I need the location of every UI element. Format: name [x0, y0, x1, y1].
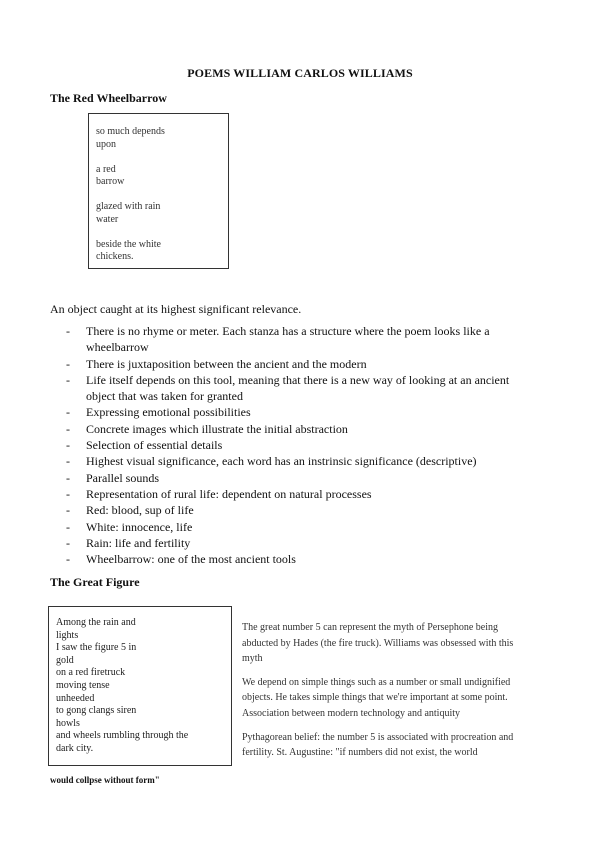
- list-item: [66, 356, 536, 372]
- bullet-dash: -: [66, 405, 70, 420]
- list-item: [66, 502, 536, 518]
- poem-line: chickens.: [96, 251, 134, 262]
- poem-box-great-figure: [48, 606, 232, 766]
- bullet-list: [66, 323, 536, 567]
- poem-stanza: [96, 164, 228, 189]
- bullet-dash: -: [66, 519, 70, 534]
- list-item: [66, 486, 536, 502]
- bullet-dash: -: [66, 372, 70, 387]
- bullet-dash: -: [66, 552, 70, 567]
- bullet-dash: -: [66, 324, 70, 338]
- bullet-text: Red: blood, sup of life: [86, 503, 194, 518]
- bullet-text: Life itself depends on this tool, meaning that there is a new way of looking at an ancient object that was taken for granted: [86, 372, 510, 404]
- bullet-dash: -: [66, 503, 70, 518]
- poem-line: a red: [96, 163, 116, 175]
- list-item: [66, 421, 536, 437]
- poem-stanza: [96, 201, 228, 226]
- list-item: [66, 519, 536, 535]
- bullet-text: Expressing emotional possibilities: [86, 405, 251, 420]
- poem-stanza: [96, 239, 228, 264]
- bullet-dash: -: [66, 535, 70, 550]
- poem-line: barrow: [96, 176, 125, 187]
- poem-line: howls: [56, 717, 80, 729]
- list-item: [66, 453, 536, 469]
- bullet-text: Rain: life and fertility: [86, 535, 191, 550]
- bullet-dash: -: [66, 486, 70, 501]
- continuation-text: would collpse without form": [50, 775, 160, 785]
- poem-stanza: [96, 126, 228, 151]
- poem-line: so much depends: [96, 126, 165, 137]
- list-item: [66, 323, 536, 356]
- bullet-dash: -: [66, 470, 70, 485]
- poem-line: Among the rain and: [56, 617, 136, 628]
- bullet-text: Representation of rural life: dependent on natural processes: [86, 486, 372, 501]
- list-item: [66, 372, 536, 405]
- poem-line: on a red firetruck: [56, 667, 126, 679]
- poem-line: gold: [56, 654, 74, 666]
- analysis-paragraph: Pythagorean belief: the number 5 is associated with procreation and fertility. St. Augustine: "if numbers did not exist, the world: [242, 731, 514, 759]
- poem-line: I saw the figure 5 in: [56, 642, 137, 654]
- bullet-text: Parallel sounds: [86, 470, 159, 485]
- bullet-text: White: innocence, life: [86, 519, 193, 534]
- poem-line: upon: [96, 138, 116, 150]
- bullet-text: Concrete images which illustrate the initial abstraction: [86, 421, 348, 436]
- poem-line: glazed with rain: [96, 201, 161, 212]
- poem-line: beside the white: [96, 238, 161, 250]
- bullet-dash: -: [66, 438, 70, 453]
- poem-line: to gong clangs siren: [56, 705, 137, 717]
- bullet-text: There is no rhyme or meter. Each stanza has a structure where the poem looks like a wheelbarrow: [86, 324, 490, 355]
- poem-line: water: [96, 213, 119, 225]
- poem-line: dark city.: [56, 742, 94, 754]
- analysis-column: [242, 620, 522, 769]
- poem-line: moving tense: [56, 679, 110, 691]
- bullet-text: Highest visual significance, each word has an instrinsic significance (descriptive): [86, 454, 477, 469]
- bullet-text: There is juxtaposition between the ancient and the modern: [86, 356, 367, 371]
- list-item: [66, 404, 536, 420]
- poem-line: unheeded: [56, 692, 95, 704]
- section-heading-great-figure: The Great Figure: [50, 575, 140, 589]
- bullet-dash: -: [66, 421, 70, 436]
- bullet-text: Selection of essential details: [86, 438, 223, 453]
- analysis-paragraph: The great number 5 can represent the myth of Persephone being abducted by Hades (the fire truck). Williams was obsessed with this myth: [242, 622, 514, 665]
- document-title: POEMS WILLIAM CARLOS WILLIAMS: [187, 66, 413, 80]
- bullet-text: Wheelbarrow: one of the most ancient tools: [86, 552, 296, 567]
- analysis-paragraph: We depend on simple things such as a number or small undignified objects. He takes simple things that we're important at some point. Association between modern technology and antiquity: [242, 676, 511, 719]
- section-heading-red-wheelbarrow: The Red Wheelbarrow: [50, 91, 167, 105]
- list-item: [66, 470, 536, 486]
- poem-box-red-wheelbarrow: [88, 113, 229, 269]
- bullet-dash: -: [66, 356, 70, 371]
- list-item: [66, 551, 536, 567]
- list-item: [66, 437, 536, 453]
- intro-text: An object caught at its highest significant relevance.: [50, 302, 302, 316]
- list-item: [66, 535, 536, 551]
- poem-line: and wheels rumbling through the: [56, 730, 189, 742]
- bullet-dash: -: [66, 454, 70, 469]
- poem-line: lights: [56, 629, 79, 641]
